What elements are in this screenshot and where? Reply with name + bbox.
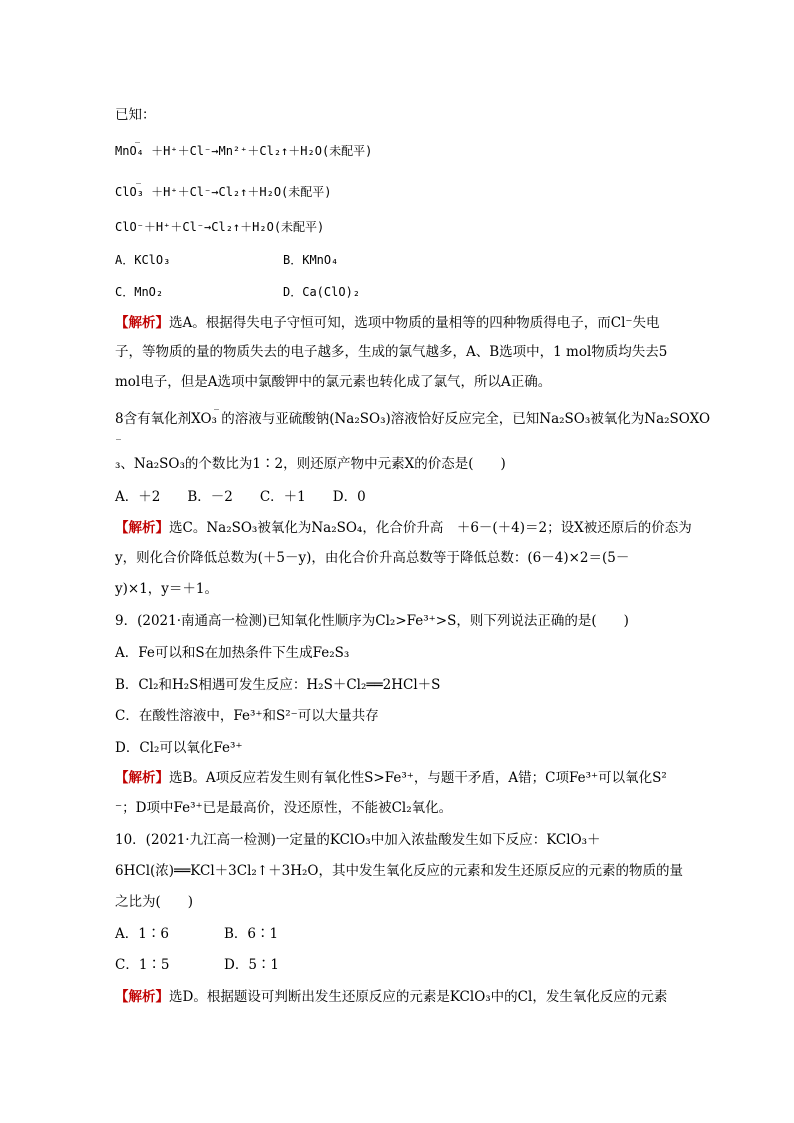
analysis-tag: 【解析】 [115, 770, 169, 786]
q9-analysis-line-1: 【解析】选B。A项反应若发生则有氧化性S>Fe³⁺，与题干矛盾，A错；C项Fe³⁺可以氧化S² [115, 770, 667, 786]
q10-stem-line-2: 6HCl(浓)══KCl＋3Cl₂↑＋3H₂O，其中发生氧化反应的元素和发生还原反应的元素的物质的量 [115, 863, 683, 879]
q7-option-c: C．MnO₂ [115, 285, 164, 299]
q7-analysis-line-2: 子，等物质的量的物质失去的电子越多，生成的氯气越多，A、B选项中，1 mol物质均失去5 [115, 344, 668, 360]
q10-stem-line-1: 10．(2021·九江高一检测)一定量的KClO₃中加入浓盐酸发生如下反应：KClO₃＋ [115, 832, 601, 848]
q10-option-c: C．1∶5 [115, 957, 170, 973]
q7-analysis-line-3: mol电子，但是A选项中氯酸钾中的氯元素也转化成了氯气，所以A正确。 [115, 374, 552, 390]
q9-option-d: D．Cl₂可以氧化Fe³⁺ [115, 740, 243, 756]
overbar-mark: _ [135, 132, 140, 143]
q10-option-b: B．6∶1 [224, 926, 279, 942]
q8-stem-line-2: ₃、Na₂SO₃的个数比为1∶2，则还原产物中元素X的价态是( ) [115, 456, 506, 472]
q8-stem-line-1: 8含有氧化剂XO₃ 的溶液与亚硫酸钠(Na₂SO₃)溶液恰好反应完全，已知Na₂SO₃被氧化为Na₂SOXO [115, 411, 711, 427]
equation-3: ClO⁻＋H⁺＋Cl⁻→Cl₂↑＋H₂O(未配平) [115, 220, 325, 234]
q7-options-row-2 [115, 283, 361, 301]
equation-2: ClO₃ ＋H⁺＋Cl⁻→Cl₂↑＋H₂O(未配平) [115, 185, 332, 199]
q9-option-c: C．在酸性溶液中，Fe³⁺和S²⁻可以大量共存 [115, 708, 379, 724]
known-heading: 已知： [115, 107, 156, 123]
q9-analysis-line-2: ⁻；D项中Fe³⁺已是最高价，没还原性，不能被Cl₂氧化。 [115, 800, 453, 816]
q8-options: A．＋2 B．－2 C．＋1 D．0 [115, 489, 366, 505]
q10-stem-line-3: 之比为( ) [115, 894, 194, 910]
q7-analysis-line-1: 【解析】选A。根据得失电子守恒可知，选项中物质的量相等的四种物质得电子，而Cl⁻失电 [115, 315, 660, 331]
q7-option-d: D．Ca(ClO)₂ [283, 285, 361, 299]
q7-options-row-1 [115, 251, 339, 269]
q8-analysis-line-3: y)×1，y＝＋1。 [115, 581, 219, 597]
q10-option-d: D．5∶1 [224, 957, 280, 973]
overbar-mark: _ [214, 399, 219, 410]
analysis-tag: 【解析】 [115, 315, 169, 331]
q9-option-a: A．Fe可以和S在加热条件下生成Fe₂S₃ [115, 645, 350, 661]
q10-analysis-line-1: 【解析】选D。根据题设可判断出发生还原反应的元素是KClO₃中的Cl，发生氧化反应的元素 [115, 989, 668, 1005]
q8-analysis-line-1: 【解析】选C。Na₂SO₃被氧化为Na₂SO₄，化合价升高 ＋6－(＋4)＝2；设X被还原后的价态为 [115, 520, 692, 536]
q10-option-a: A．1∶6 [115, 926, 169, 942]
q9-stem: 9．(2021·南通高一检测)已知氧化性顺序为Cl₂>Fe³⁺>S，则下列说法正确的是( ) [115, 613, 629, 629]
q8-analysis-line-2: y，则化合价降低总数为(＋5－y)，由化合价升高总数等于降低总数：(6－4)×2＝(5－ [115, 550, 630, 566]
overbar-mark: _ [116, 429, 121, 440]
analysis-tag: 【解析】 [115, 989, 169, 1005]
q10-options-row-2 [115, 956, 280, 974]
overbar-mark: _ [136, 173, 141, 184]
q10-options-row-1 [115, 925, 279, 943]
q9-option-b: B．Cl₂和H₂S相遇可发生反应：H₂S＋Cl₂══2HCl＋S [115, 677, 441, 693]
q7-option-b: B．KMnO₄ [283, 253, 339, 267]
equation-1: MnO₄ ＋H⁺＋Cl⁻→Mn²⁺＋Cl₂↑＋H₂O(未配平) [115, 144, 373, 158]
analysis-tag: 【解析】 [115, 520, 169, 536]
q7-option-a: A．KClO₃ [115, 253, 171, 267]
